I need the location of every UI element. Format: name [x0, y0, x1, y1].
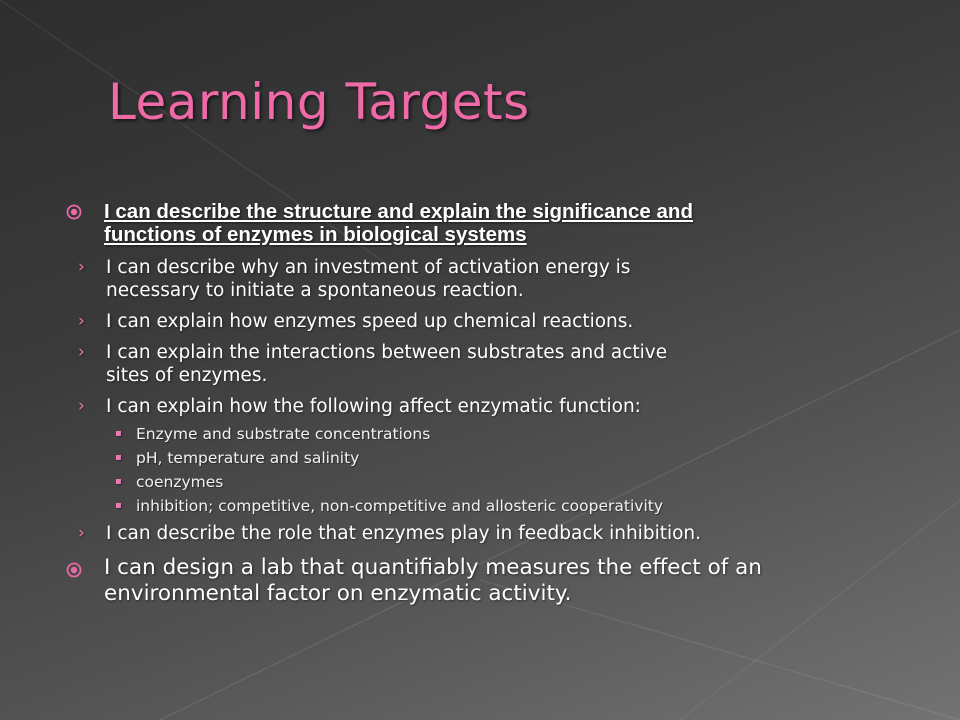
chevron-right-icon: › — [78, 311, 85, 331]
subtarget-1-line-1: I can describe why an investment of activation energy is — [106, 257, 631, 278]
subtarget-item — [66, 395, 916, 518]
factor-text: inhibition; competitive, non-competitive and allosteric cooperativity — [136, 497, 664, 515]
target-2-line-1: I can design a lab that quantifiably measures the effect of an — [104, 555, 762, 580]
chevron-right-icon: › — [78, 396, 85, 416]
square-bullet-icon: ▪ — [115, 500, 122, 511]
subtarget-3-line-2: sites of enzymes. — [106, 365, 268, 386]
target-1-line-1: I can describe the structure and explain the significance and — [104, 200, 693, 223]
factor-text: pH, temperature and salinity — [136, 449, 360, 467]
factor-list — [66, 422, 916, 518]
subtarget-item — [66, 256, 916, 302]
factor-item — [66, 470, 916, 494]
subtarget-5-line-1: I can describe the role that enzymes play in feedback inhibition. — [106, 523, 702, 544]
target-1-line-2: functions of enzymes in biological systems — [104, 223, 527, 246]
factor-text: Enzyme and substrate concentrations — [136, 425, 431, 443]
subtarget-1-line-2: necessary to initiate a spontaneous reaction. — [106, 280, 524, 301]
subtarget-item — [66, 522, 916, 545]
subtarget-2-line-1: I can explain how enzymes speed up chemical reactions. — [106, 311, 634, 332]
square-bullet-icon: ▪ — [115, 452, 122, 463]
learning-targets-list — [66, 200, 916, 607]
factor-item — [66, 494, 916, 518]
factor-text: coenzymes — [136, 473, 224, 491]
square-bullet-icon: ▪ — [115, 428, 122, 439]
subtarget-list — [66, 256, 916, 545]
subtarget-item — [66, 310, 916, 333]
chevron-right-icon: › — [78, 342, 85, 362]
square-bullet-icon: ▪ — [115, 476, 122, 487]
target-item-2 — [66, 555, 916, 607]
chevron-right-icon: › — [78, 523, 85, 543]
subtarget-3-line-1: I can explain the interactions between substrates and active — [106, 342, 668, 363]
chevron-right-icon: › — [78, 257, 85, 277]
subtarget-item — [66, 341, 916, 387]
factor-item — [66, 422, 916, 446]
circle-target-bullet-icon — [66, 562, 82, 578]
target-2-line-2: environmental factor on enzymatic activity. — [104, 581, 572, 606]
slide-title: Learning Targets — [108, 73, 530, 131]
factor-item — [66, 446, 916, 470]
circle-target-bullet-icon — [66, 204, 82, 220]
subtarget-4-line-1: I can explain how the following affect enzymatic function: — [106, 396, 641, 417]
target-item-1 — [66, 200, 916, 545]
